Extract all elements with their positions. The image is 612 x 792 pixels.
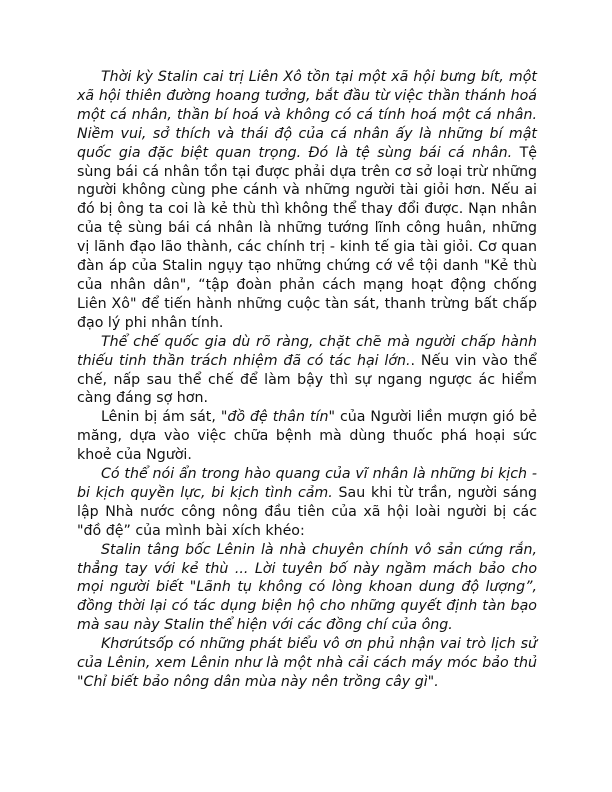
text-run: Lênin bị ám sát, " (101, 409, 228, 426)
text-run: Khơrútsốp có những phát biểu vô ơn phủ nhận vai trò lịch sử của Lênin, xem Lênin như là một nhà cải cách máy móc bảo thủ " (77, 636, 537, 690)
text-run: Lãnh tụ không có lòng khoan dung độ lượng (196, 579, 526, 596)
text-run: Thời kỳ Stalin cai trị Liên Xô tồn tại một xã hội bưng bít, một xã hội thiên đường hoang tưởng, bắt đầu từ việc thần thánh hoá một cá nhân, thần bí hoá và không có cá tính hoá một cá nhân. Niềm vui, sở thích và thái độ của cá nhân ấy là những bí mật quốc gia đặc biệt quan trọng. Đó là tệ sùng bái cá nhân. (77, 69, 537, 161)
paragraph-stalin-personality-cult (77, 68, 537, 333)
text-run: " của Người liền mượn gió bẻ măng, dựa vào việc chữa bệnh mà dùng thuốc phá hoại sức khoẻ của Người. (77, 409, 537, 464)
paragraph-tragedies (77, 465, 537, 541)
text-run: ”, đồng thời lại có tác dụng biện hộ cho những quyết định tàn bạo mà sau này Stalin thể hiện với các đồng chí của ông. (77, 579, 537, 634)
paragraph-stalin-praise (77, 541, 537, 636)
body-text (77, 68, 537, 692)
text-run: Sau khi từ trần, người sáng lập Nhà nước công nông đầu tiên của xã hội loài người bị các "đồ đệ” của mình bài xích khéo: (77, 484, 538, 539)
text-run: Chỉ biết bảo nông dân mùa này nên trồng cây gì (83, 674, 428, 690)
text-run: Tệ sùng bái cá nhân tồn tại được phải dựa trên cơ sở loại trừ những người không cùng phe cánh và những người tài giỏi hơn. Nếu ai đó bị ông ta coi là kẻ thù thì không thể thay đổi được. Nạn nhân của tệ sùng bái cá nhân là những tướng lĩnh công huân, những vị lãnh đạo lão thành, các chính trị - kinh tế gia tài giỏi. Cơ quan đàn áp của Stalin ngụy tạo những chứng cớ về tội danh "Kẻ thù của nhân dân", “tập đoàn phản cách mạng hoạt động chống Liên Xô" để tiến hành những cuộc tàn sát, thanh trừng bất chấp đạo lý phi nhân tính. (77, 144, 537, 331)
text-run: . Nếu vin vào thể chế, nấp sau thể chế để làm bậy thì sự ngang ngược ác hiểm càng đáng sợ hơn. (77, 352, 537, 407)
paragraph-state-institutions (77, 333, 537, 409)
text-run: đồ đệ thân tín (227, 409, 329, 426)
text-run: Thể chế quốc gia dù rõ ràng, chặt chẽ mà người chấp hành thiếu tinh thần trách nhiệm đã có tác hại lớn. (77, 333, 537, 369)
paragraph-khrushchev (77, 635, 537, 692)
paragraph-lenin-assassination (77, 408, 537, 465)
text-run: Có thể nói ẩn trong hào quang của vĩ nhân là những bi kịch - bi kịch quyền lực, bi kịch tình cảm. (77, 466, 537, 501)
text-run: ". (427, 674, 439, 690)
text-run: Stalin tâng bốc Lênin là nhà chuyên chính vô sản cứng rắn, thẳng tay với kẻ thù ... Lời tuyên bố này ngầm mách bảo cho mọi người biết " (77, 541, 537, 596)
